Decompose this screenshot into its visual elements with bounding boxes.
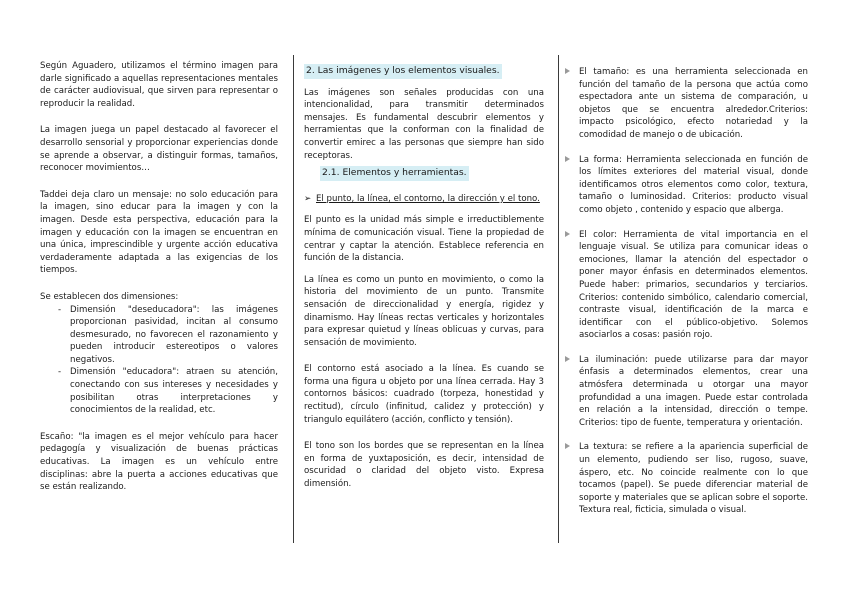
list-item [40, 366, 278, 416]
paragraph-linea: La línea es como un punto en movimiento, o como la historia del movimiento de un punto. Transmite sensación de direccionalidad y energía, rigidez y dinamismo. Hay líneas rectas verticales y horizontales para expresar quietud y líneas oblicuas y curvas, para sensación de movimiento. [304, 274, 544, 348]
triangle-bullet-icon [565, 356, 570, 362]
paragraph-punto: El punto es la unidad más simple e irreductiblemente mínima de comunicación visual. Tiene la propiedad de centrar y captar la atención. Establece referencia en función de la distancia. [304, 215, 544, 264]
left-column [40, 60, 278, 494]
column-divider-right [558, 55, 559, 543]
paragraph-escano: Escaño: "la imagen es el mejor vehículo para hacer pedagogía y visualización de buenas prácticas educativas. La imagen es un vehículo entre disciplinas: abre la puerta a acciones educativas que se están realizando. [40, 431, 278, 493]
list-item [565, 354, 808, 430]
triangle-bullet-icon [565, 156, 570, 162]
right-column [565, 60, 808, 517]
bullet-elements [304, 193, 544, 206]
list-item [565, 66, 808, 142]
subsection-heading: 2.1. Elementos y herramientas. [320, 166, 469, 181]
paragraph-dimensiones: Se establecen dos dimensiones: [40, 291, 179, 302]
item-tamano: El tamaño: es una herramienta seleccionada en función del tamaño de la persona que actúa como espectadora ante un sistema de comparación, u objetos que se encuentra alrededor.Criterios: impacto psicológico, efecto notariedad y la comodidad de manejo o de ubicación. [579, 67, 808, 140]
item-textura: La textura: se refiere a la apariencia superficial de un elemento, pudiendo ser liso, rugoso, suave, áspero, etc. No coincide realmente con lo que tocamos (papel). Se puede diferenciar material de soporte y materiales que se aplican sobre el soporte. Textura real, ficticia, simulada o visual. [579, 442, 808, 516]
list-item [565, 229, 808, 342]
triangle-bullet-icon [565, 443, 570, 449]
paragraph-contorno: El contorno está asociado a la línea. Es cuando se forma una figura u objeto por una línea cerrada. Hay 3 contornos básicos: cuadrado (torpeza, honestidad y rectitud), círculo (infinitud, calidez y protección) y triangulo equilátero (acción, conflicto y tensión). [304, 364, 544, 425]
paragraph-intro: Las imágenes son señales producidas con una intencionalidad, para transmitir determinados mensajes. Es fundamental descubrir elementos y herramientas que la conforman con la finalidad de convertir emirec a las personas que siempre han sido receptoras. [304, 87, 544, 161]
paragraph-imagen-papel: La imagen juega un papel destacado al favorecer el desarrollo sensorial y proporcionar experiencias donde se aprende a observar, a distinguir formas, tamaños, reconocer movimientos… [40, 125, 278, 174]
section-heading: 2. Las imágenes y los elementos visuales. [304, 64, 502, 79]
triangle-bullet-icon [565, 231, 570, 237]
item-iluminacion: La iluminación: puede utilizarse para dar mayor énfasis a determinados elementos, crear una atmósfera determinada u otorgar una mayor profundidad a una imagen. Puede estar controlada en relación a la intensidad, dirección o tempe. Criterios: tipo de fuente, temperatura y orientación. [579, 354, 808, 428]
dimensions-list [40, 304, 278, 417]
list-item [40, 304, 278, 367]
item-forma: La forma: Herramienta seleccionada en función de los límites exteriores del material visual, donde identificamos otros elementos como color, textura, tamaño o luminosidad. Criterios: producto visual como objeto , contenido y espacio que alberga. [579, 154, 808, 215]
paragraph-tono: El tono son los bordes que se representan en la línea en forma de yuxtaposición, es decir, intensidad de oscuridad o claridad del objeto visto. Expresa dimensión. [304, 441, 544, 490]
dash-bullet: - [58, 304, 62, 315]
paragraph-aguadero: Según Aguadero, utilizamos el término imagen para darle significado a aquellas representaciones mentales de carácter audiovisual, que sirven para representar o reproducir la realidad. [40, 61, 278, 109]
column-divider-left [293, 55, 294, 543]
dimension-text: Dimensión "educadora": atraen su atención, conectando con sus intereses y necesidades y posibilitan otras interpretaciones y conocimientos de la realidad, etc. [70, 367, 278, 416]
bullet-text: El punto, la línea, el contorno, la dirección y el tono. [316, 193, 540, 204]
dimension-text: Dimensión "deseducadora": las imágenes proporcionan pasividad, incitan al consumo desmesurado, no favorecen el razonamiento y pueden introducir estereotipos o valores negativos. [70, 304, 278, 365]
dash-bullet: - [58, 367, 62, 378]
triangle-bullet-icon [565, 68, 570, 74]
list-item [565, 154, 808, 217]
item-color: El color: Herramienta de vital importancia en el lenguaje visual. Se utiliza para comunicar ideas o emociones, llamar la atención del espectador o poner mayor énfasis en determinados elementos. Puede haber: primarios, secundarios y terciarios. Criterios: contenido simbólico, calendario comercial, contraste visual, identificación de la marca e identificar con el público-objetivo. Solemos asociarlos a cosas: pasión rojo. [579, 229, 808, 341]
arrow-bullet-icon: ➢ [304, 193, 312, 204]
paragraph-taddei: Taddei deja claro un mensaje: no solo educación para la imagen, sino educar para la imagen y con la imagen. Desde esta perspectiva, educación para la imagen y educación con la imagen se encuentran en una única, imprescindible y urgente acción educativa verdaderamente adaptada a las exigencias de los tiempos. [40, 189, 278, 276]
middle-column [304, 60, 544, 491]
list-item [565, 441, 808, 517]
